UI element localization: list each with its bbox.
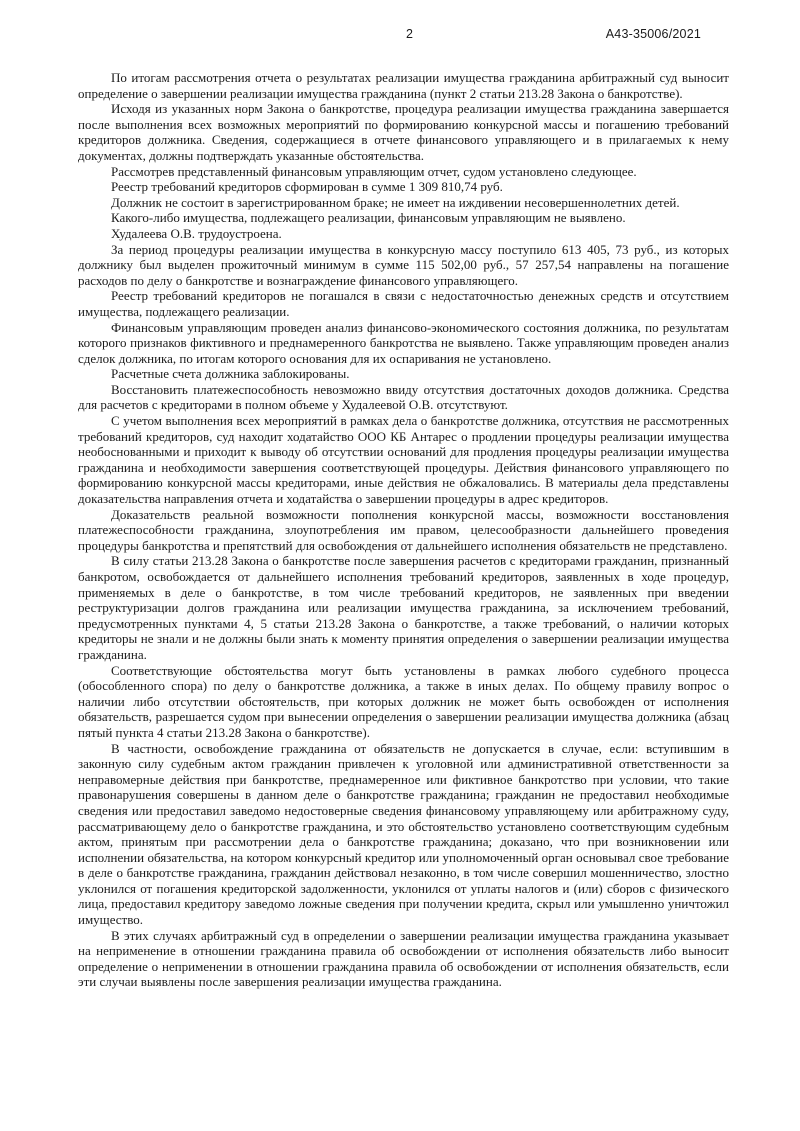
paragraph: В этих случаях арбитражный суд в определении о завершении реализации имущества гражданина указывает на неприменение в отношении гражданина правила об освобождении от исполнения обязательств либо выносит определение о неприменении в отношении гражданина правила об освобождении от исполнения обязательств, если эти случаи выявлены после завершения реализации имущества гражданина. — [78, 927, 729, 990]
paragraph: По итогам рассмотрения отчета о результатах реализации имущества гражданина арбитражный суд выносит определение о завершении реализации имущества гражданина (пункт 2 статьи 213.28 Закона о банкротстве). — [78, 70, 729, 101]
paragraph: С учетом выполнения всех мероприятий в рамках дела о банкротстве должника, отсутствия не рассмотренных требований кредиторов, суд находит ходатайство ООО КБ Антарес о продлении процедуры реализации имущества необоснованными и приходит к выводу об отсутствии оснований для продления процедуры реализации имущества гражданина и необходимости завершения соответствующей процедуры. Действия финансового управляющего по формированию конкурсной массы кредиторами, иные действия не обжаловались. В материалы дела представлены доказательства направления отчета и ходатайства о завершении процедуры в адрес кредиторов. — [78, 413, 729, 507]
paragraph: Расчетные счета должника заблокированы. — [111, 366, 350, 382]
paragraph: Худалеева О.В. трудоустроена. — [111, 225, 282, 241]
paragraph: За период процедуры реализации имущества в конкурсную массу поступило 613 405, 73 руб., из которых должнику был выделен прожиточный минимум в сумме 115 502,00 руб., 57 257,54 направлены на погашение расходов по делу о банкротстве и вознаграждение финансового управляющего. — [78, 241, 729, 288]
paragraph: Реестр требований кредиторов не погашался в связи с недостаточностью денежных средств и отсутствием имущества, подлежащего реализации. — [78, 288, 729, 319]
paragraph: В частности, освобождение гражданина от обязательств не допускается в случае, если: вступившим в законную силу судебным актом гражданин привлечен к уголовной или административной ответственности за неправомерные действия при банкротстве, преднамеренное или фиктивное банкротство при условии, что такие правонарушения совершены в данном деле о банкротстве гражданина; гражданин не предоставил необходимые сведения или предоставил заведомо недостоверные сведения финансовому управляющему или арбитражному суду, рассматривающему дело о банкротстве гражданина, и это обстоятельство установлено соответствующим судебным актом, принятым при рассмотрении дела о банкротстве гражданина; доказано, что при возникновении или исполнении обязательства, на котором конкурсный кредитор или уполномоченный орган основывал свое требование в деле о банкротстве гражданина, гражданин действовал незаконно, в том числе совершил мошенничество, злостно уклонился от погашения кредиторской задолженности, уклонился от уплаты налогов и (или) сборов с физического лица, предоставил кредитору заведомо ложные сведения при получении кредита, скрыл или умышленно уничтожил имущество. — [78, 740, 729, 928]
case-number: А43-35006/2021 — [605, 27, 701, 41]
paragraph: Исходя из указанных норм Закона о банкротстве, процедура реализации имущества гражданина завершается после выполнения всех возможных мероприятий по формированию конкурсной массы и погашению требований кредиторов должника. Сведения, содержащиеся в отчете финансового управляющего и в прилагаемых к нему документах, должны подтверждать указанные обстоятельства. — [78, 101, 729, 163]
paragraph: Финансовым управляющим проведен анализ финансово-экономического состояния должника, по результатам которого признаков фиктивного и преднамеренного банкротства не выявлено. Также управляющим проведен анализ сделок должника, по итогам которого основания для их оспаривания не установлено. — [78, 319, 729, 366]
paragraph: Доказательств реальной возможности пополнения конкурсной массы, возможности восстановления платежеспособности гражданина, злоупотребления им правом, целесообразности дальнейшего проведения процедуры банкротства и препятствий для освобождения от дальнейшего исполнения обязательств не представлено. — [78, 506, 729, 553]
paragraph: Какого-либо имущества, подлежащего реализации, финансовым управляющим не выявлено. — [111, 210, 626, 226]
page-number: 2 — [406, 27, 413, 41]
paragraph: Рассмотрев представленный финансовым управляющим отчет, судом установлено следующее. — [111, 163, 637, 179]
paragraph: В силу статьи 213.28 Закона о банкротстве после завершения расчетов с кредиторами гражданин, признанный банкротом, освобождается от дальнейшего исполнения требований кредиторов, заявленных в ходе процедур, применяемых в деле о банкротстве, в том числе требований кредиторов, не заявленных при введении реструктуризации долгов гражданина или реализации имущества гражданина, за исключением требований, предусмотренных пунктами 4, 5 статьи 213.28 Закона о банкротстве, а также требований, о наличии которых кредиторы не знали и не должны были знать к моменту принятия определения о завершении реализации имущества гражданина. — [78, 553, 729, 662]
document-body — [78, 70, 729, 990]
paragraph: Реестр требований кредиторов сформирован в сумме 1 309 810,74 руб. — [111, 179, 503, 195]
paragraph: Восстановить платежеспособность невозможно ввиду отсутствия достаточных доходов должника. Средства для расчетов с кредиторами в полном объеме у Худалеевой О.В. отсутствуют. — [78, 381, 729, 413]
paragraph: Соответствующие обстоятельства могут быть установлены в рамках любого судебного процесса (обособленного спора) по делу о банкротстве должника, а также в иных делах. По общему правилу вопрос о наличии либо отсутствии обстоятельств, при которых должник не может быть освобожден от исполнения обязательств, разрешается судом при вынесении определения о завершении реализации имущества должника (абзац пятый пункта 4 статьи 213.28 Закона о банкротстве). — [78, 662, 729, 740]
paragraph: Должник не состоит в зарегистрированном браке; не имеет на иждивении несовершеннолетних детей. — [111, 194, 680, 210]
